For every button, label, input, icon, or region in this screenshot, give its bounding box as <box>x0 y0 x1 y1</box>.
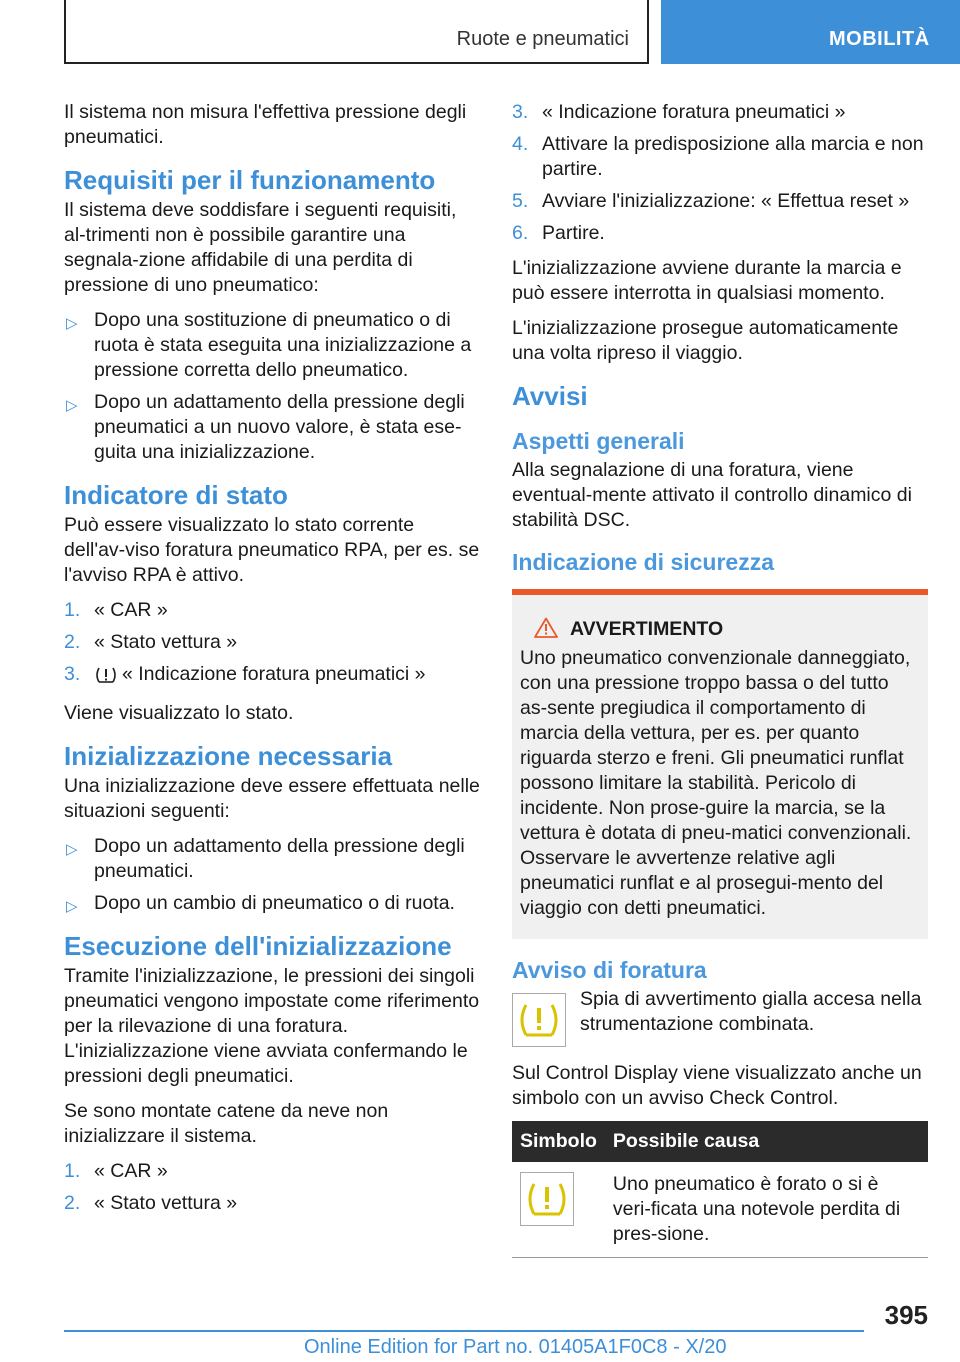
header-section-box <box>64 0 649 64</box>
bullet-triangle-icon: ▷ <box>66 898 78 915</box>
tire-pressure-warning-lamp-icon <box>512 993 566 1047</box>
list-item: 6. Partire. <box>512 222 605 244</box>
table-header-cause: Possibile causa <box>605 1121 928 1162</box>
warning-box <box>512 589 928 939</box>
footer-edition: Online Edition for Part no. 01405A1F0C8 - X/20 <box>304 1336 727 1358</box>
lamp-text: Spia di avvertimento gialla accesa nella strumentazione combinata. <box>580 988 922 1035</box>
heading-requirements: Requisiti per il funzionamento <box>64 165 436 195</box>
tire-pressure-warning-icon <box>520 1172 574 1226</box>
requirements-list <box>64 308 480 465</box>
table-header-symbol: Simbolo <box>512 1121 605 1162</box>
table-cell-symbol <box>512 1162 605 1258</box>
list-item: 3. « Indicazione foratura pneumatici » <box>64 662 480 691</box>
control-display-text: Sul Control Display viene visualizzato anche un simbolo con un avviso Check Control. <box>512 1062 922 1109</box>
lamp-row <box>512 987 928 1047</box>
status-steps <box>64 598 480 691</box>
requirements-text: Il sistema deve soddisfare i seguenti requisiti, al-trimenti non è possibile garantire una segnala-zione affidabile di una perdita di pressione di uno pneumatico: <box>64 199 457 296</box>
list-item: 2. « Stato vettura » <box>64 631 238 653</box>
heading-general: Aspetti generali <box>512 428 685 454</box>
header-section-title: Ruote e pneumatici <box>456 28 629 50</box>
heading-status: Indicatore di stato <box>64 480 288 510</box>
warning-text: Uno pneumatico convenzionale danneggiato, con una pressione troppo bassa o del tutto as-sente pregiudica il comportamento di marcia della vettura, per es. per quanto riguarda sterzo e freni. Gli pneumatici runflat possono limitare la stabilità. Pericolo di incidente. Non prose-guire la marcia, se la vettura è dotata di pneu-matici convenzionali. Osservare le avvertenze relative agli pneumatici runflat e al prosegui-mento del viaggio con detti pneumatici. <box>520 647 912 919</box>
list-item: ▷ Dopo una sostituzione di pneumatico o di ruota è stata eseguita una inizializzazione a pressione corretta dello pneumatico. <box>66 309 472 381</box>
table-cell-cause: Uno pneumatico è forato o si è veri-ficata una notevole perdita di pres-sione. <box>605 1162 928 1258</box>
snow-chain-text: Se sono montate catene da neve non inizializzare il sistema. <box>64 1100 389 1147</box>
footer-divider <box>64 1330 864 1332</box>
init-during-drive-text: L'inizializzazione avviene durante la marcia e può essere interrotta in qualsiasi momento. <box>512 257 902 304</box>
heading-safety: Indicazione di sicurezza <box>512 549 775 575</box>
intro-text: Il sistema non misura l'effettiva pressione degli pneumatici. <box>64 101 467 148</box>
page-number: 395 <box>884 1300 928 1330</box>
status-after-text: Viene visualizzato lo stato. <box>64 702 294 724</box>
init-list <box>64 834 480 916</box>
init-text: Una inizializzazione deve essere effettuata nelle situazioni seguenti: <box>64 775 480 822</box>
list-item: ▷ Dopo un adattamento della pressione degli pneumatici a un nuovo valore, è stata ese-guita una inizializzazione. <box>66 391 465 463</box>
list-item: 1. « CAR » <box>64 1160 168 1182</box>
right-column <box>512 100 928 1258</box>
list-item: 5. Avviare l'inizializzazione: « Effettua reset » <box>512 190 910 212</box>
list-item: 1. « CAR » <box>64 599 168 621</box>
warning-triangle-icon <box>534 617 558 638</box>
bullet-triangle-icon: ▷ <box>66 397 78 414</box>
heading-execution: Esecuzione dell'inizializzazione <box>64 931 452 961</box>
header-chapter-tab <box>661 0 960 64</box>
symbol-table <box>512 1121 928 1258</box>
heading-init-needed: Inizializzazione necessaria <box>64 741 393 771</box>
status-text: Può essere visualizzato lo stato corrente dell'av-viso foratura pneumatico RPA, per es. se l'avviso RPA è attivo. <box>64 514 480 586</box>
list-item: 4. Attivare la predisposizione alla marcia e non partire. <box>512 133 924 180</box>
bullet-triangle-icon: ▷ <box>66 315 78 332</box>
table-row <box>512 1162 928 1258</box>
execution-steps-continued <box>512 100 928 246</box>
header-chapter-title: MOBILITÀ <box>829 28 930 50</box>
bullet-triangle-icon: ▷ <box>66 841 78 858</box>
list-item: ▷ Dopo un cambio di pneumatico o di ruota. <box>64 891 480 916</box>
left-column <box>64 100 480 1226</box>
heading-warnings: Avvisi <box>512 381 588 411</box>
list-item: 2. « Stato vettura » <box>64 1192 238 1214</box>
list-item: ▷ Dopo un adattamento della pressione degli pneumatici. <box>66 835 465 882</box>
list-item: 3. « Indicazione foratura pneumatici » <box>512 101 846 123</box>
general-text: Alla segnalazione di una foratura, viene eventual-mente attivato il controllo dinamico di stabilità DSC. <box>512 459 912 531</box>
heading-puncture-warning: Avviso di foratura <box>512 957 707 983</box>
tire-pressure-icon <box>94 666 118 691</box>
execution-text: Tramite l'inizializzazione, le pressioni dei singoli pneumatici vengono impostate come riferimento per la rilevazione di una foratura. L'inizializzazione viene avviata confermando le pressioni degli pneumatici. <box>64 965 480 1087</box>
init-continue-text: L'inizializzazione prosegue automaticamente una volta ripreso il viaggio. <box>512 317 899 364</box>
warning-title: AVVERTIMENTO <box>520 617 918 642</box>
execution-steps <box>64 1159 480 1216</box>
